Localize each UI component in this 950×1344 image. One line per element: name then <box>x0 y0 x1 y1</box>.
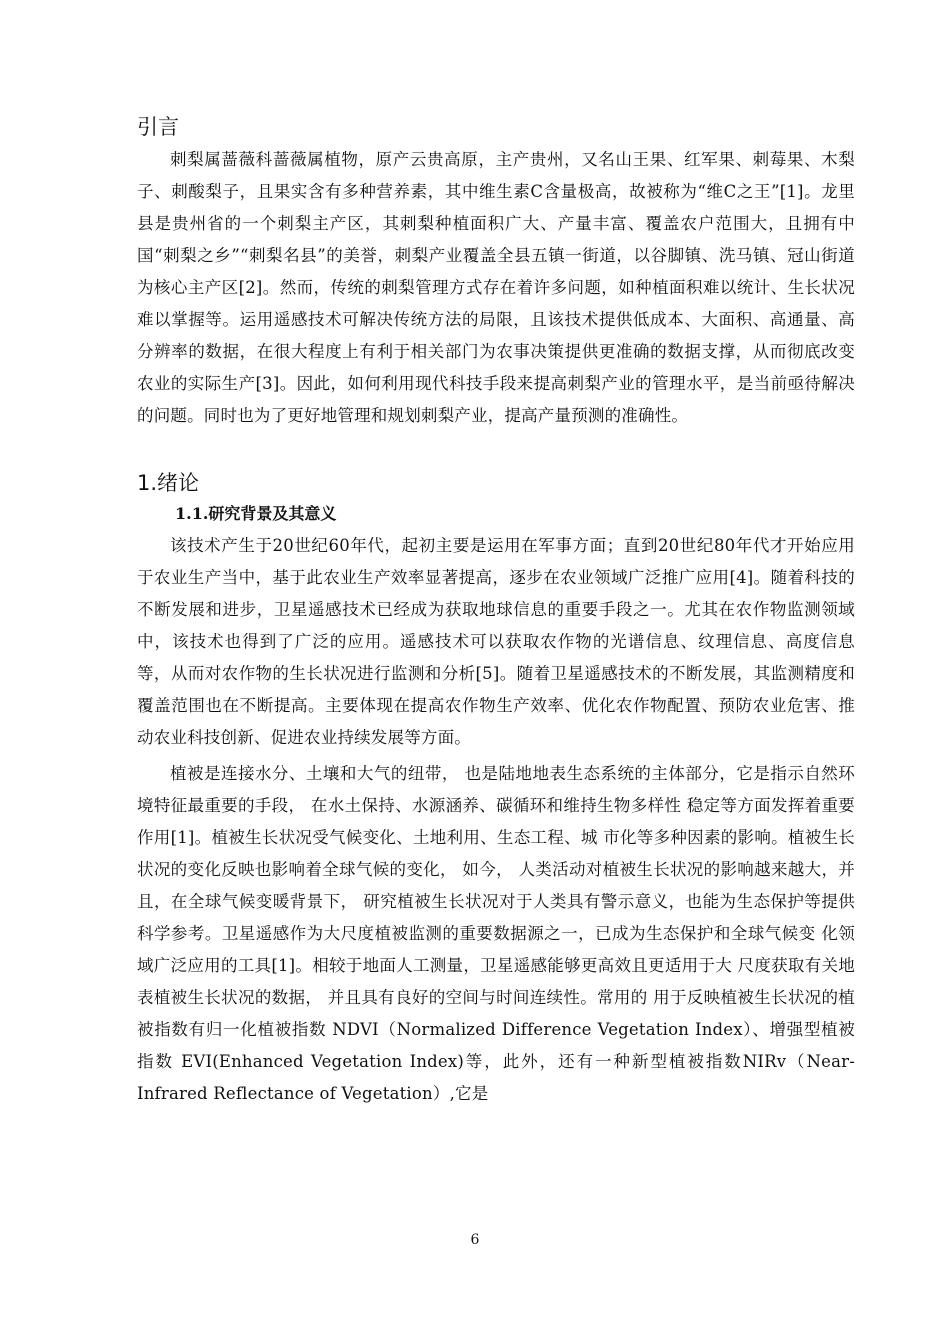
intro-heading: 引言 <box>137 115 179 139</box>
section-heading: 1.1.研究背景及其意义 <box>175 504 337 523</box>
page-number: 6 <box>470 1232 480 1248</box>
page-content <box>137 112 855 1110</box>
intro-paragraph: 刺梨属蔷薇科蔷薇属植物，原产云贵高原，主产贵州，又名山王果、红军果、刺莓果、木梨子、刺酸梨子，且果实含有多种营养素，其中维生素C含量极高，故被称为“维C之王”[1]。龙里县是贵州省的一个刺梨主产区，其刺梨种植面积广大、产量丰富、覆盖农户范围大，且拥有中国“刺梨之乡”“刺梨名县”的美誉，刺梨产业覆盖全县五镇一街道，以谷脚镇、洗马镇、冠山街道为核心主产区[2]。然而，传统的刺梨管理方式存在着许多问题，如种植面积难以统计、生长状况难以掌握等。运用遥感技术可解决传统方法的局限，且该技术提供低成本、大面积、高通量、高分辨率的数据，在很大程度上有利于相关部门为农事决策提供更准确的数据支撑，从而彻底改变农业的实际生产[3]。因此，如何利用现代科技手段来提高刺梨产业的管理水平，是当前亟待解决的问题。同时也为了更好地管理和规划刺梨产业，提高产量预测的准确性。 <box>137 150 855 425</box>
chapter-heading: 1.绪论 <box>137 471 200 495</box>
section-paragraph-2: 植被是连接水分、土壤和大气的纽带， 也是陆地地表生态系统的主体部分，它是指示自然环境特征最重要的手段， 在水土保持、水源涵养、碳循环和维持生物多样性 稳定等方面发挥着重要作用[1]。植被生长状况受气候变化、土地利用、生态工程、城 市化等多种因素的影响。植被生长状况的变化反映也影响着全球气候的变化， 如今， 人类活动对植被生长状况的影响越来越大，并且，在全球气候变暖背景下， 研究植被生长状况对于人类具有警示意义，也能为生态保护等提供科学参考。卫星遥感作为大尺度植被监测的重要数据源之一，已成为生态保护和全球气候变 化领域广泛应用的工具[1]。相较于地面人工测量，卫星遥感能够更高效且更适用于大 尺度获取有关地表植被生长状况的数据， 并且具有良好的空间与时间连续性。常用的 用于反映植被生长状况的植被指数有归一化植被指数 NDVI（Normalized Difference Vegetation Index）、增强型植被指数 EVI(Enhanced Vegetation Index)等，此外，还有一种新型植被指数NIRv（Near-Infrared Reflectance of Vegetation）,它是 <box>137 764 855 1103</box>
section-paragraph-1: 该技术产生于20世纪60年代，起初主要是运用在军事方面；直到20世纪80年代才开始应用于农业生产当中，基于此农业生产效率显著提高，逐步在农业领域广泛推广应用[4]。随着科技的不断发展和进步，卫星遥感技术已经成为获取地球信息的重要手段之一。尤其在农作物监测领域中，该技术也得到了广泛的应用。遥感技术可以获取农作物的光谱信息、纹理信息、高度信息等，从而对农作物的生长状况进行监测和分析[5]。随着卫星遥感技术的不断发展，其监测精度和覆盖范围也在不断提高。主要体现在提高农作物生产效率、优化农作物配置、预防农业危害、推动农业科技创新、促进农业持续发展等方面。 <box>137 536 855 747</box>
